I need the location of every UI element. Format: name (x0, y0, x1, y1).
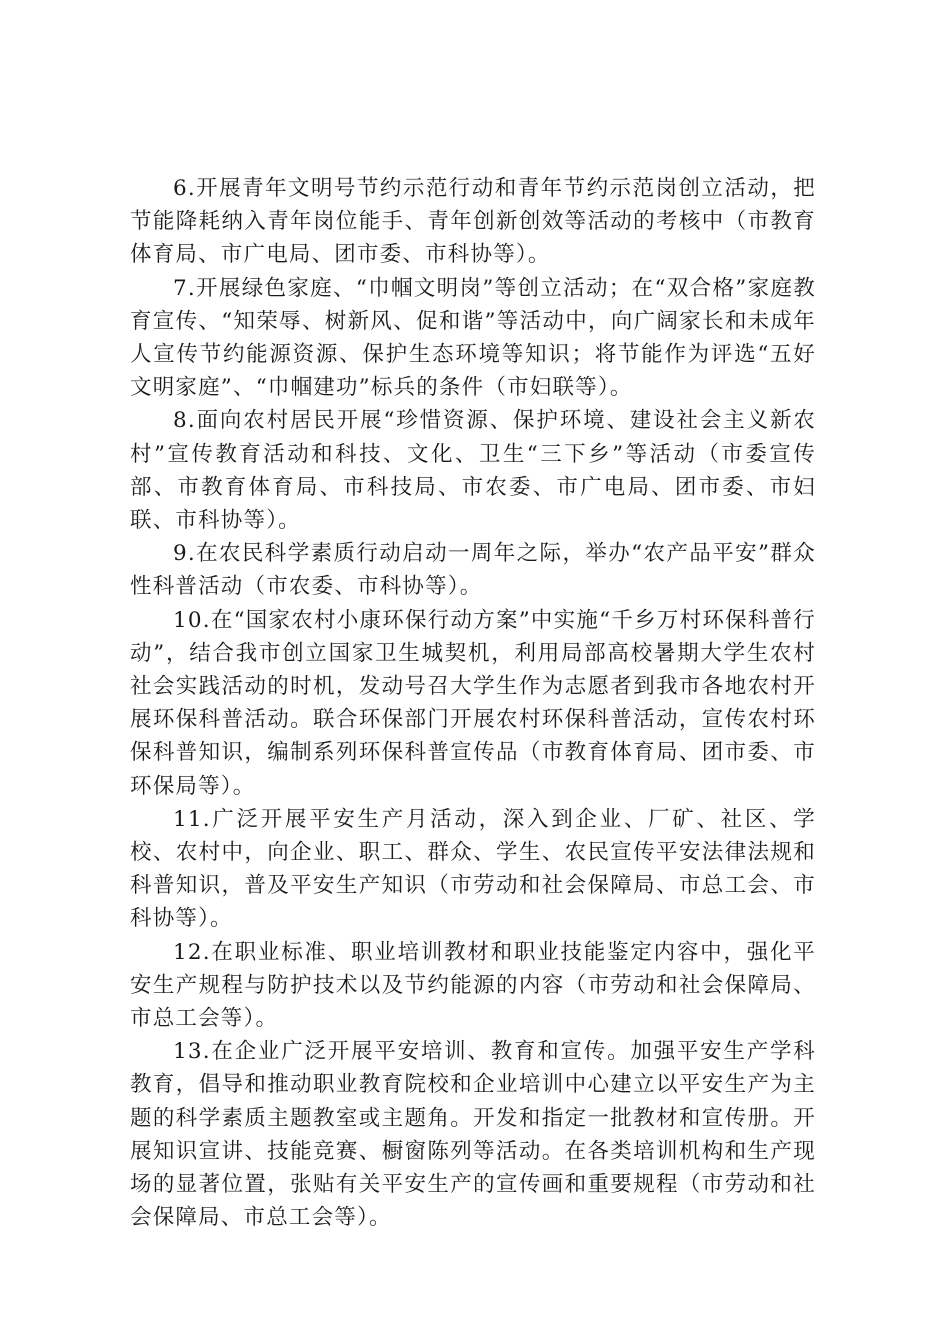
paragraph-item-6: 6.开展青年文明号节约示范行动和青年节约示范岗创立活动，把节能降耗纳入青年岗位能手、青年创新创效等活动的考核中（市教育体育局、市广电局、团市委、市科协等）。 (130, 176, 816, 268)
paragraph-item-9: 9.在农民科学素质行动启动一周年之际，举办“农产品平安”群众性科普活动（市农委、市科协等）。 (130, 541, 816, 600)
paragraph-item-8: 8.面向农村居民开展“珍惜资源、保护环境、建设社会主义新农村”宣传教育活动和科技、文化、卫生“三下乡”等活动（市委宣传部、市教育体育局、市科技局、市农委、市广电局、团市委、市妇联、市科协等）。 (130, 408, 816, 534)
paragraph-item-12: 12.在职业标准、职业培训教材和职业技能鉴定内容中，强化平安生产规程与防护技术以及节约能源的内容（市劳动和社会保障局、市总工会等）。 (130, 939, 816, 1032)
paragraph-item-10: 10.在“国家农村小康环保行动方案”中实施“千乡万村环保科普行动”，结合我市创立国家卫生城契机，利用局部高校暑期大学生农村社会实践活动的时机，发动号召大学生作为志愿者到我市各地农村开展环保科普活动。联合环保部门开展农村环保科普活动，宣传农村环保科普知识，编制系列环保科普宣传品（市教育体育局、团市委、市环保局等）。 (130, 607, 816, 799)
document-body (130, 172, 816, 1235)
paragraph-item-11: 11.广泛开展平安生产月活动，深入到企业、厂矿、社区、学校、农村中，向企业、职工、群众、学生、农民宣传平安法律法规和科普知识，普及平安生产知识（市劳动和社会保障局、市总工会、市科协等）。 (130, 806, 816, 932)
paragraph-item-13: 13.在企业广泛开展平安培训、教育和宣传。加强平安生产学科教育，倡导和推动职业教育院校和企业培训中心建立以平安生产为主题的科学素质主题教室或主题角。开发和指定一批教材和宣传册。开展知识宣讲、技能竞赛、橱窗陈列等活动。在各类培训机构和生产现场的显著位置，张贴有关平安生产的宣传画和重要规程（市劳动和社会保障局、市总工会等）。 (130, 1039, 816, 1231)
paragraph-item-7: 7.开展绿色家庭、“巾帼文明岗”等创立活动；在“双合格”家庭教育宣传、“知荣辱、树新风、促和谐”等活动中，向广阔家长和未成年人宣传节约能源资源、保护生态环境等知识；将节能作为评选“五好文明家庭”、“巾帼建功”标兵的条件（市妇联等）。 (130, 275, 816, 401)
